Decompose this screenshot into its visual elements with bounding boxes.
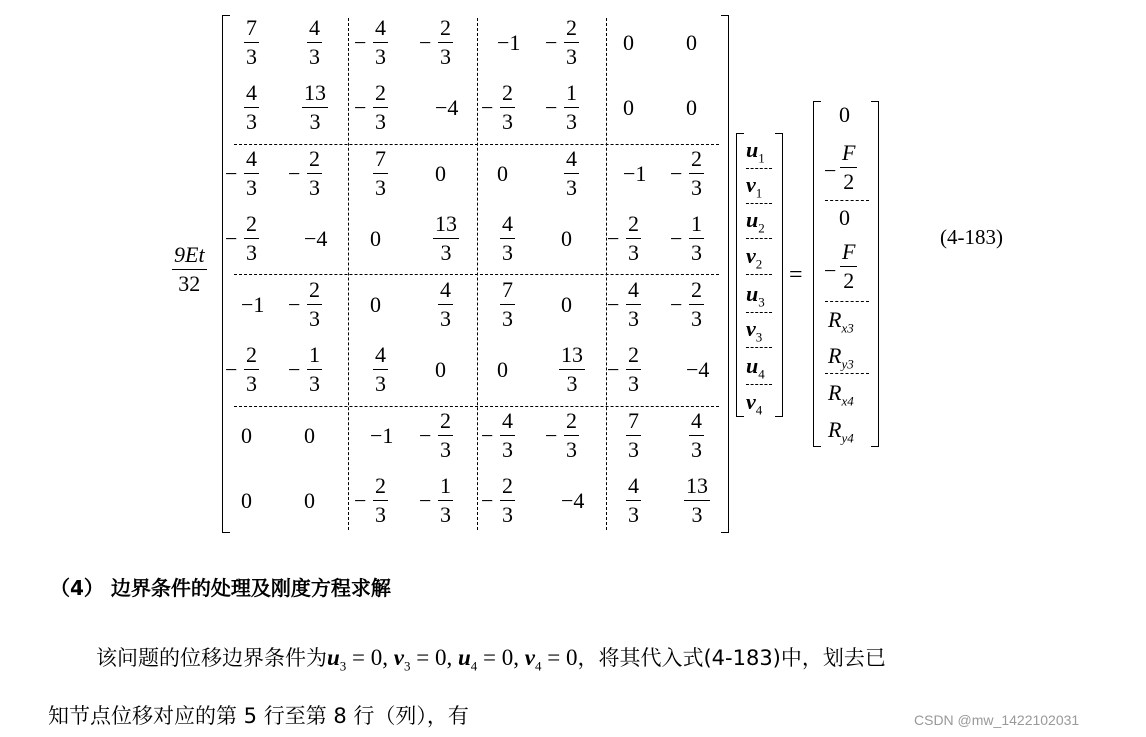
matrix-cell: −1 [497,30,521,55]
matrix-cell-sign: − [419,488,432,513]
equals-sign: = [789,262,803,288]
matrix-cell-fraction: 2 3 [502,473,513,527]
load-entry-ry3: $R_{y3}$ [828,343,854,372]
load-entry-rx4: $R_{x4}$ [828,380,854,409]
matrix-cell-fraction: 7 3 [628,408,639,462]
matrix-cell: −1 [370,423,394,448]
matrix-cell: 0 [686,95,697,120]
matrix-cell-fraction: 2 3 [246,211,257,265]
matrix-cell-fraction: 2 3 [440,408,451,462]
matrix-cell-sign: − [419,30,432,55]
matrix-cell-fraction: 2 3 [628,211,639,265]
matrix-right-bracket [721,15,729,533]
matrix-cell: 0 [435,161,446,186]
displacement-entry: $u_1$ [746,137,765,166]
matrix-cell-fraction: 2 3 [309,277,320,331]
matrix-cell: −4 [435,95,459,120]
matrix-cell-sign: − [225,226,238,251]
matrix-cell-fraction: 1 3 [440,473,451,527]
matrix-cell-fraction: 2 3 [246,342,257,396]
matrix-cell: 0 [370,292,381,317]
matrix-cell-fraction: 1 3 [309,342,320,396]
matrix-cell-fraction: 4 3 [246,146,257,200]
matrix-cell: −1 [241,292,265,317]
matrix-cell-fraction: 2 3 [440,15,451,69]
matrix-cell-sign: − [607,357,620,382]
matrix-cell-fraction: 4 3 [628,277,639,331]
matrix-cell-fraction: 7 3 [246,15,257,69]
matrix-cell-sign: − [288,161,301,186]
displacement-entry: $u_3$ [746,281,765,310]
matrix-cell-fraction: 4 3 [375,342,386,396]
matrix-cell-sign: − [481,488,494,513]
load-entry-0-a: 0 [839,102,850,127]
matrix-cell-sign: − [225,357,238,382]
matrix-cell-sign: − [670,226,683,251]
displacement-entry: $v_4$ [746,389,763,418]
displacement-entry: $v_1$ [746,172,763,201]
matrix-cell-fraction: 2 3 [566,408,577,462]
matrix-cell-fraction: 2 3 [309,146,320,200]
watermark: CSDN @mw_1422102031 [914,712,1080,728]
matrix-cell-fraction: 2 3 [502,80,513,134]
matrix-cell-fraction: 2 3 [628,342,639,396]
load-entry-0-b: 0 [839,205,850,230]
matrix-cell-fraction: 2 3 [375,473,386,527]
matrix-cell-fraction: 4 3 [566,146,577,200]
matrix-cell-fraction: 7 3 [502,277,513,331]
matrix-cell-fraction: 2 3 [691,277,702,331]
boundary-conditions: $u_3 = 0$, $v_3 = 0$, $u_4 = 0$, $v_4 = 0$ [327,645,578,674]
matrix-cell-sign: − [288,357,301,382]
coefficient-denominator: 32 [178,271,201,296]
matrix-cell: 0 [241,488,252,513]
matrix-cell: 0 [561,226,572,251]
matrix-cell-fraction: 4 3 [309,15,320,69]
matrix-cell: 0 [241,423,252,448]
matrix-cell: 0 [686,30,697,55]
matrix-cell-sign: − [481,95,494,120]
load-entry-rx3: $R_{x3}$ [828,307,854,336]
matrix-divider-h2 [234,274,719,275]
coefficient-numerator: 9Et [174,242,205,267]
matrix-cell-sign: − [670,161,683,186]
matrix-cell: 0 [623,95,634,120]
matrix-cell-fraction: 4 3 [502,211,513,265]
matrix-cell-sign: − [354,95,367,120]
matrix-cell-fraction: 1 3 [691,211,702,265]
matrix-cell-sign: − [607,226,620,251]
load-entry-f1: F 2 [842,140,856,194]
disp-right-bracket [775,133,783,417]
disp-left-bracket [736,133,744,417]
matrix-cell-fraction: 2 3 [566,15,577,69]
section-heading: （4） 边界条件的处理及刚度方程求解 [50,576,391,600]
matrix-divider-h3 [234,406,719,407]
paragraph-line-2: 知节点位移对应的第 5 行至第 8 行（列），有 [48,704,469,728]
matrix-cell-sign: − [419,423,432,448]
displacement-entry: $u_2$ [746,207,765,236]
matrix-cell-sign: − [545,95,558,120]
displacement-entry: $u_4$ [746,353,765,382]
matrix-cell-sign: − [354,488,367,513]
matrix-divider-h1 [234,144,719,145]
matrix-cell: 0 [304,423,315,448]
load-left-bracket [813,101,821,447]
matrix-cell-fraction: 13 3 [435,211,457,265]
matrix-cell: 0 [623,30,634,55]
matrix-cell-sign: − [481,423,494,448]
matrix-cell: −4 [561,488,585,513]
matrix-cell-fraction: 2 3 [691,146,702,200]
matrix-cell-fraction: 13 3 [304,80,326,134]
matrix-cell-sign: − [670,292,683,317]
matrix-cell-fraction: 4 3 [691,408,702,462]
load-entry-f1-sign: − [824,158,837,183]
load-entry-ry4: $R_{y4}$ [828,417,854,446]
matrix-left-bracket [222,15,230,533]
matrix-cell-fraction: 13 3 [561,342,583,396]
matrix-cell: 0 [497,161,508,186]
matrix-cell: 0 [370,226,381,251]
load-entry-f2-sign: − [824,258,837,283]
matrix-cell-sign: − [288,292,301,317]
matrix-cell-fraction: 4 3 [246,80,257,134]
matrix-cell-fraction: 4 3 [440,277,451,331]
matrix-cell-fraction: 4 3 [502,408,513,462]
matrix-cell-sign: − [225,161,238,186]
matrix-cell-sign: − [354,30,367,55]
matrix-cell-fraction: 1 3 [566,80,577,134]
matrix-cell-fraction: 13 3 [686,473,708,527]
paragraph-line-1: 该问题的位移边界条件为$u_3 = 0$, $v_3 = 0$, $u_4 = 0$, $v_4 = 0$，将其代入式(4-183)中，划去已 [96,645,886,674]
displacement-entry: $v_2$ [746,243,763,272]
matrix-cell-fraction: 7 3 [375,146,386,200]
matrix-cell: −1 [623,161,647,186]
matrix-cell-sign: − [545,30,558,55]
load-right-bracket [871,101,879,447]
matrix-cell-fraction: 4 3 [628,473,639,527]
matrix-cell: 0 [561,292,572,317]
load-entry-f2: F 2 [842,239,856,293]
matrix-cell-fraction: 4 3 [375,15,386,69]
matrix-cell: 0 [497,357,508,382]
equation-label: (4-183) [940,225,1003,249]
displacement-entry: $v_3$ [746,316,763,345]
matrix-cell: −4 [686,357,710,382]
matrix-cell-fraction: 2 3 [375,80,386,134]
matrix-cell-sign: − [607,292,620,317]
matrix-cell: 0 [435,357,446,382]
matrix-cell-sign: − [545,423,558,448]
matrix-cell: −4 [304,226,328,251]
matrix-cell: 0 [304,488,315,513]
